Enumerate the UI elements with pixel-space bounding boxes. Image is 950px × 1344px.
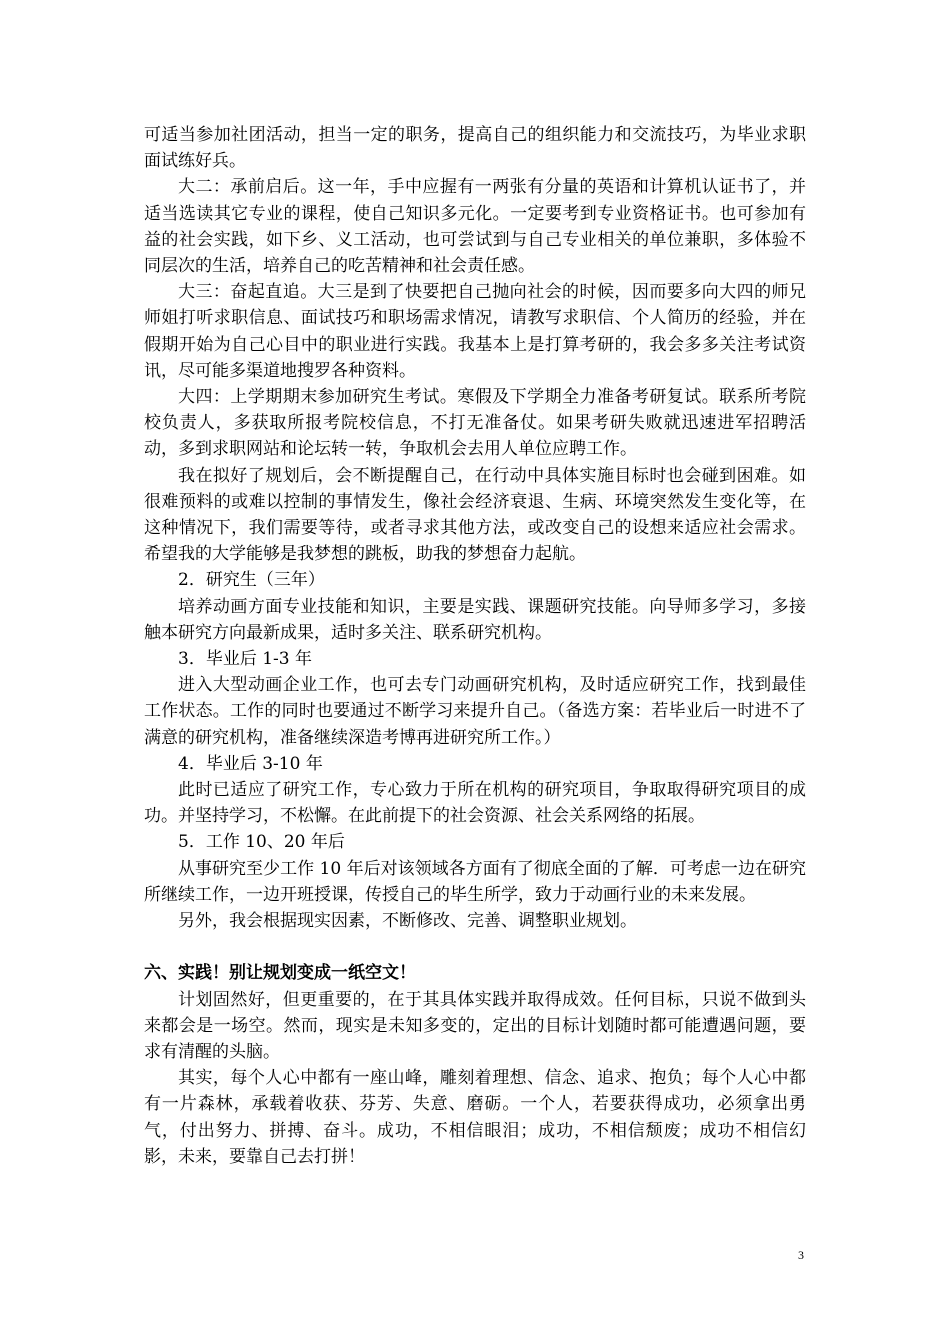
paragraph-practice-plan: 计划固然好，但更重要的，在于其具体实践并取得成效。任何目标，只说不做到头来都会是一场空。然而，现实是未知多变的，定出的目标计划随时都可能遭遇问题，要求有清醒的头脑。 xyxy=(144,989,806,1062)
paragraph-graduate-study: 培养动画方面专业技能和知识，主要是实践、课题研究技能。向导师多学习，多接触本研究方向最新成果，适时多关注、联系研究机构。 xyxy=(144,596,806,643)
paragraph-sophomore-year: 大二：承前启后。这一年，手中应握有一两张有分量的英语和计算机认证书了，并适当选读其它专业的课程，使自己知识多元化。一定要考到专业资格证书。也可参加有益的社会实践，如下乡、义工活动，也可尝试到与自己专业相关的单位兼职，多体验不同层次的生活，培养自己的吃苦精神和社会责任感。 xyxy=(144,177,806,277)
subheading-10-20-years: 5．工作 10、20 年后 xyxy=(178,832,345,853)
subheading-3-10-years: 4．毕业后 3-10 年 xyxy=(178,753,323,774)
paragraph-senior-year: 大四：上学期期末参加研究生考试。寒假及下学期全力准备考研复试。联系所考院校负责人，多获取所报考院校信息，不打无准备仗。如果考研失败就迅速进军招聘活动，多到求职网站和论坛转一转，争取机会去用人单位应聘工作。 xyxy=(144,387,806,460)
document-page xyxy=(144,122,806,1170)
paragraph-junior-year: 大三：奋起直追。大三是到了快要把自己抛向社会的时候，因而要多向大四的师兄师姐打听求职信息、面试技巧和职场需求情况，请教写求职信、个人简历的经验，并在假期开始为自己心目中的职业进行实践。我基本上是打算考研的，我会多多关注考试资讯，尽可能多渠道地搜罗各种资料。 xyxy=(144,282,806,381)
subheading-graduate-study: 2．研究生（三年） xyxy=(178,570,325,591)
subheading-1-3-years: 3．毕业后 1-3 年 xyxy=(178,649,312,670)
paragraph-closing: 其实，每个人心中都有一座山峰，雕刻着理想、信念、追求、抱负；每个人心中都有一片森林，承载着收获、芬芳、失意、磨砺。一个人，若要获得成功，必须拿出勇气，付出努力、拼搏、奋斗。成功，不相信眼泪；成功，不相信颓废；成功不相信幻影，未来，要靠自己去打拼！ xyxy=(144,1068,806,1167)
paragraph-club-activities: 可适当参加社团活动，担当一定的职务，提高自己的组织能力和交流技巧，为毕业求职面试练好兵。 xyxy=(144,125,806,172)
paragraph-1-3-years: 进入大型动画企业工作，也可去专门动画研究机构，及时适应研究工作，找到最佳工作状态。工作的同时也要通过不断学习来提升自己。（备选方案：若毕业后一时进不了满意的研究机构，准备继续深造考博再进研究所工作。） xyxy=(144,675,806,748)
paragraph-plan-reminder: 我在拟好了规划后，会不断提醒自己，在行动中具体实施目标时也会碰到困难。如很难预料的或难以控制的事情发生，像社会经济衰退、生病、环境突然发生变化等，在这种情况下，我们需要等待，或者寻求其他方法，或改变自己的设想来适应社会需求。希望我的大学能够是我梦想的跳板，助我的梦想奋力起航。 xyxy=(144,465,806,565)
page-number: 3 xyxy=(798,1248,804,1262)
paragraph-10-20-years: 从事研究至少工作 10 年后对该领域各方面有了彻底全面的了解．可考虑一边在研究所继续工作，一边开班授课，传授自己的毕生所学，致力于动画行业的未来发展。 xyxy=(144,858,806,905)
paragraph-3-10-years: 此时已适应了研究工作，专心致力于所在机构的研究项目，争取取得研究项目的成功。并坚持学习，不松懈。在此前提下的社会资源、社会关系网络的拓展。 xyxy=(144,780,806,827)
paragraph-adjust-plan: 另外，我会根据现实因素，不断修改、完善、调整职业规划。 xyxy=(178,911,637,932)
section-heading-practice: 六、实践！别让规划变成一纸空文！ xyxy=(144,963,416,984)
